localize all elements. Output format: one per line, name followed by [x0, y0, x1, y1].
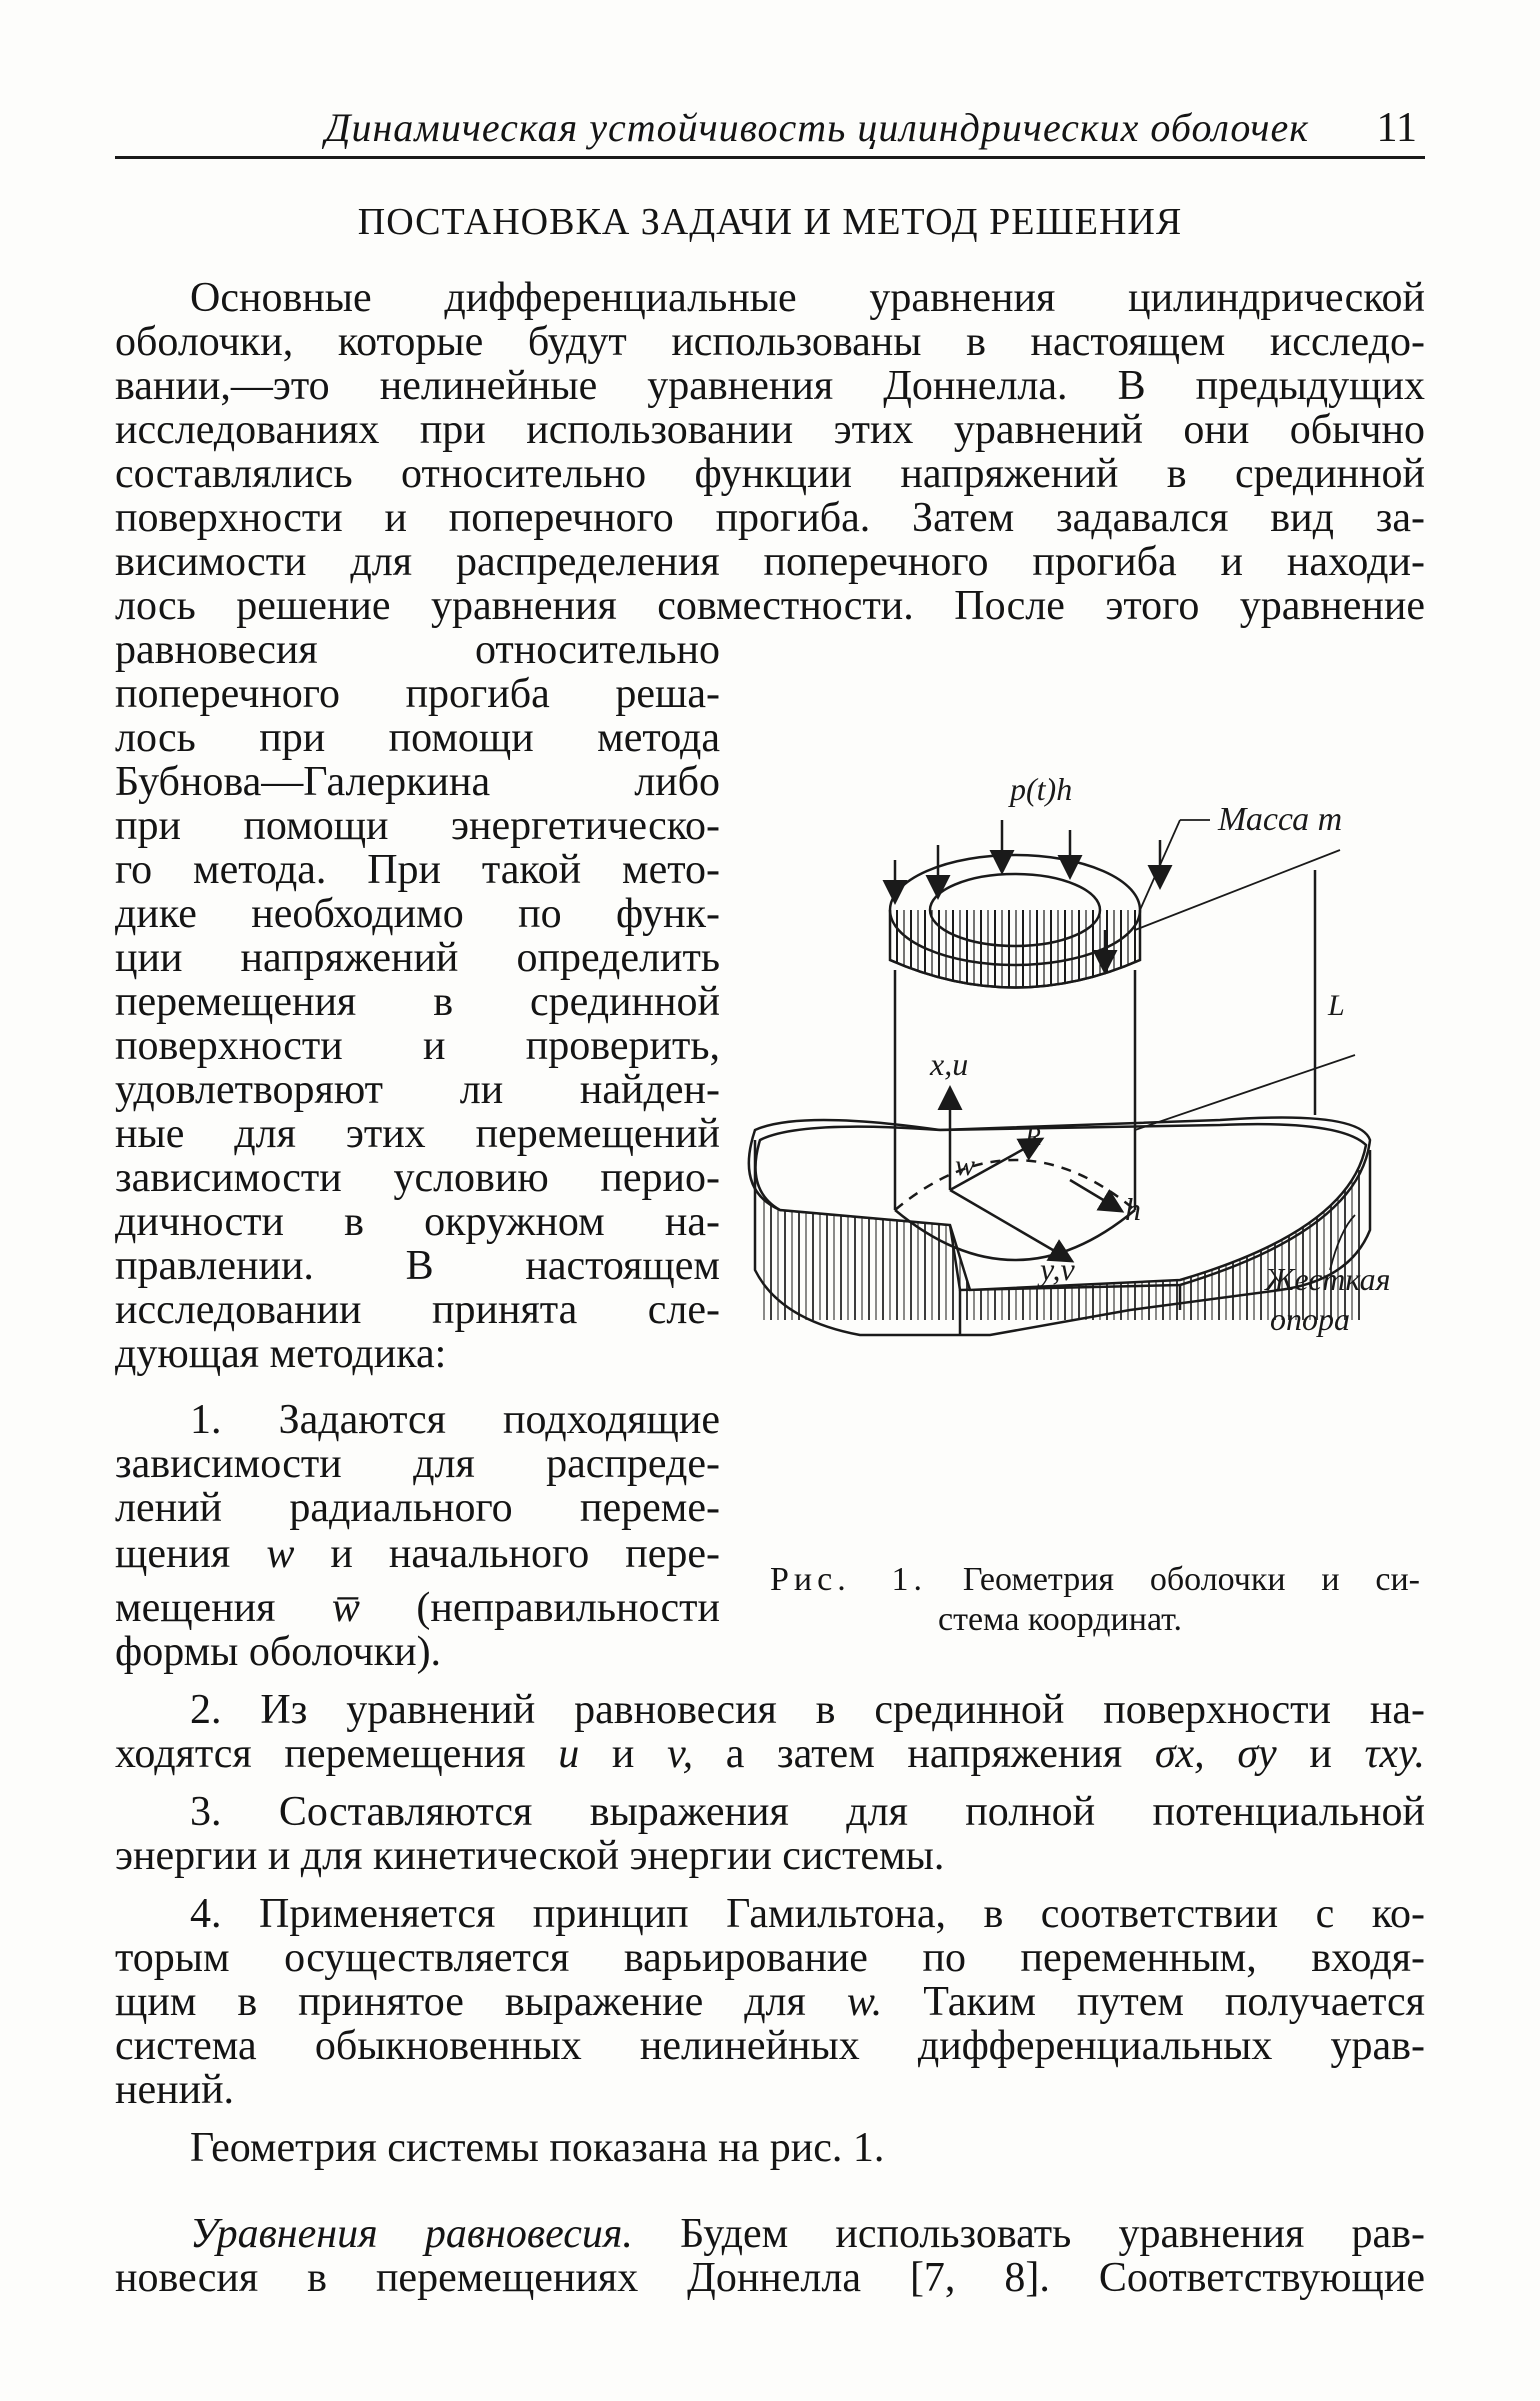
support-label-1: Жесткая: [1265, 1261, 1391, 1297]
caption-prefix: Рис. 1.: [770, 1561, 927, 1598]
subsection-heading: Уравнения равновесия.: [190, 2211, 633, 2257]
variable: σy: [1237, 1731, 1277, 1777]
text-line: го метода. При такой мето-: [115, 847, 720, 893]
text-line: 3. Составляются выражения для полной потенциальной: [190, 1789, 1425, 1835]
text-fragment: и начального пере-: [330, 1531, 721, 1577]
text-line: при помощи энергетическо-: [115, 803, 720, 849]
text-fragment: ходятся перемещения: [115, 1731, 526, 1777]
text-line: оболочки, которые будут использованы в настоящем исследо-: [115, 319, 1425, 365]
text-line: поверхности и проверить,: [115, 1023, 720, 1069]
text-line: 4. Применяется принцип Гамильтона, в соответствии с ко-: [190, 1891, 1425, 1937]
text-line: [115, 1980, 1425, 2024]
caption-line: [770, 1560, 1420, 1600]
text-fragment: Будем использовать уравнения рав-: [680, 2211, 1425, 2257]
variable: w.: [846, 1979, 883, 2025]
shell-figure: [740, 670, 1440, 1550]
text-line: ции напряжений определить: [115, 935, 720, 981]
text-fragment: щим в принятое выражение для: [115, 1979, 806, 2025]
text-line: правлении. В настоящем: [115, 1243, 720, 1289]
variable: w: [266, 1531, 295, 1577]
section-title: ПОСТАНОВКА ЗАДАЧИ И МЕТОД РЕШЕНИЯ: [357, 201, 1183, 243]
text-line: новесия в перемещениях Доннелла [7, 8]. Соответствующие: [115, 2255, 1425, 2301]
variable: v,: [667, 1731, 694, 1777]
figure-caption: [770, 1560, 1420, 1640]
text-line: перемещения в срединной: [115, 979, 720, 1025]
circ-label: y,v: [1040, 1251, 1075, 1287]
variable: u: [558, 1731, 580, 1777]
axial-label: x,u: [930, 1046, 969, 1082]
text-fragment: щения: [115, 1531, 231, 1577]
text-line: вании,—это нелинейные уравнения Доннелла. В предыдущих: [115, 363, 1425, 409]
geometry-note: Геометрия системы показана на рис. 1.: [190, 2125, 885, 2171]
text-line: энергии и для кинетической энергии системы.: [115, 1833, 945, 1879]
text-line: ные для этих перемещений: [115, 1111, 720, 1157]
text-fragment: мещения: [115, 1585, 276, 1631]
variable: w̅: [331, 1585, 360, 1631]
text-line: исследовании принята сле-: [115, 1287, 720, 1333]
variable: σx,: [1154, 1731, 1205, 1777]
text-line: поверхности и поперечного прогиба. Затем задавался вид за-: [115, 495, 1425, 541]
text-line: равновесия относительно: [115, 627, 720, 673]
text-line: лось при помощи метода: [115, 715, 720, 761]
text-line: формы оболочки).: [115, 1629, 442, 1675]
running-title: Динамическая устойчивость цилиндрических оболочек: [325, 105, 1309, 150]
length-label: L: [1328, 989, 1345, 1022]
radial-label: w: [955, 1149, 976, 1182]
text-line: висимости для распределения поперечного прогиба и находи-: [115, 539, 1425, 585]
text-line: дичности в окружном на-: [115, 1199, 720, 1245]
text-fragment: и: [611, 1731, 635, 1777]
mass-label: Масса m: [1218, 801, 1343, 838]
mass-leader: [1140, 820, 1180, 910]
text-line: [115, 1732, 1425, 1776]
text-fragment: Геометрия оболочки и си-: [962, 1561, 1421, 1598]
text-line: 1. Задаются подходящие: [190, 1397, 720, 1443]
text-fragment: а затем напряжения: [725, 1731, 1123, 1777]
text-fragment: и: [1309, 1731, 1332, 1777]
text-line: зависимости для распреде-: [115, 1441, 720, 1487]
page-number: 11: [1376, 105, 1417, 151]
text-line: зависимости условию перио-: [115, 1155, 720, 1201]
text-line: Основные дифференциальные уравнения цилиндрической: [190, 275, 1425, 321]
text-line: дике необходимо по функ-: [115, 891, 720, 937]
text-fragment: (неправильности: [416, 1585, 721, 1631]
text-line: дующая методика:: [115, 1331, 447, 1377]
caption-line: стема координат.: [938, 1601, 1182, 1638]
text-line: исследованиях при использовании этих уравнений они обычно: [115, 407, 1425, 453]
text-line: [190, 2212, 1425, 2256]
text-line: лось решение уравнения совместности. После этого уравнение: [115, 583, 1425, 629]
text-line: торым осуществляется варьирование по переменным, входя-: [115, 1935, 1425, 1981]
text-line: нений.: [115, 2067, 235, 2113]
radius-label: R: [1025, 1122, 1041, 1151]
text-line: [115, 1586, 720, 1630]
thickness-label: h: [1125, 1191, 1141, 1227]
load-label: p(t)h: [1010, 771, 1073, 807]
variable: τxy.: [1364, 1731, 1425, 1777]
text-line: удовлетворяют ли найден-: [115, 1067, 720, 1113]
text-line: лений радиального переме-: [115, 1485, 720, 1531]
support-label-2: опора: [1270, 1301, 1350, 1337]
text-line: составлялись относительно функции напряжений в срединной: [115, 451, 1425, 497]
text-line: [115, 1532, 720, 1576]
running-header: [115, 100, 1425, 159]
mass-ring-side: [890, 910, 1140, 988]
text-line: поперечного прогиба реша-: [115, 671, 720, 717]
text-line: Бубнова—Галеркина либо: [115, 759, 720, 805]
text-fragment: Таким путем получается: [923, 1979, 1425, 2025]
text-line: система обыкновенных нелинейных дифференциальных урав-: [115, 2023, 1425, 2069]
text-line: 2. Из уравнений равновесия в срединной поверхности на-: [190, 1687, 1425, 1733]
